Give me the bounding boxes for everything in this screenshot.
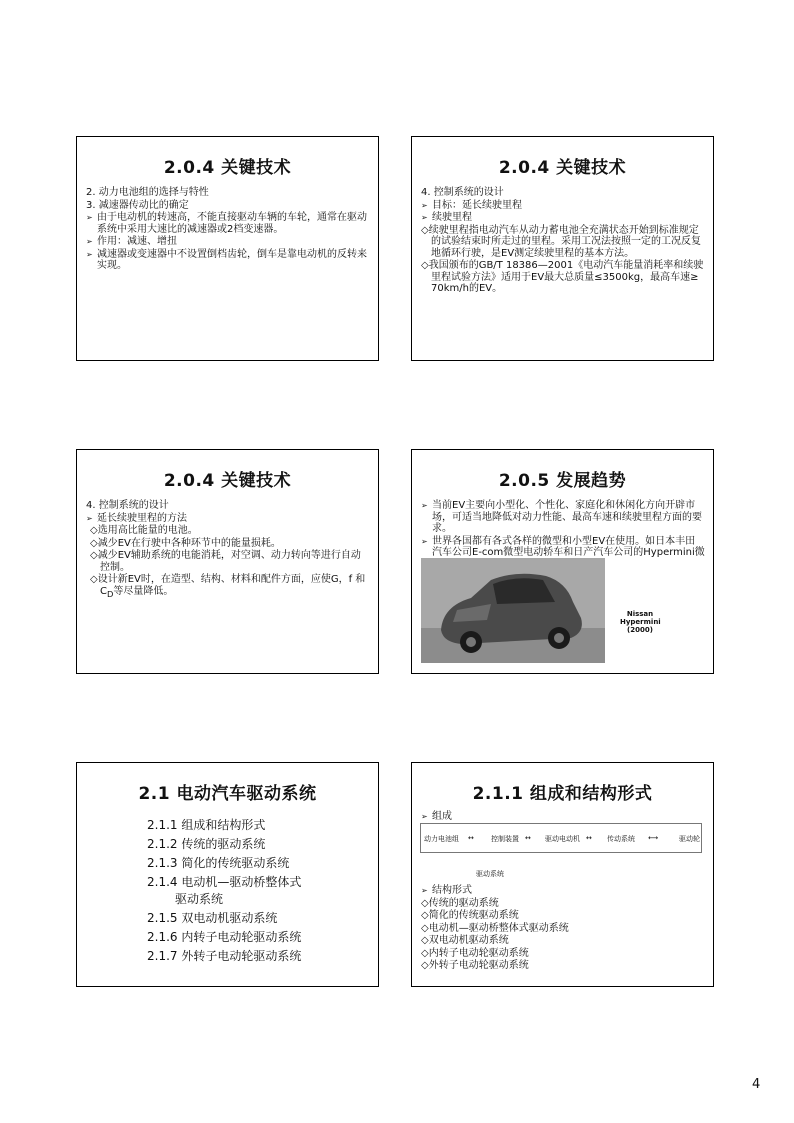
bullet-item	[421, 885, 705, 897]
diamond-item: ◇双电动机驱动系统	[421, 935, 509, 946]
car-photo	[421, 558, 605, 663]
bullet-item	[421, 212, 705, 224]
diamond-item: ◇电动机—驱动桥整体式驱动系统	[421, 922, 569, 934]
flow-node: 驱动轮	[679, 835, 700, 843]
diamond-item: ◇减少EV辅助系统的电能消耗，对空调、动力转向等进行自动控制。	[90, 550, 361, 573]
toc-item: 2.1.3 简化的传统驱动系统	[147, 856, 290, 870]
caption-line: (2000)	[627, 626, 653, 634]
drive-system-diagram	[420, 823, 702, 853]
toc-item: 2.1.7 外转子电动轮驱动系统	[147, 949, 302, 963]
toc-item: 2.1.1 组成和结构形式	[147, 818, 266, 832]
arrow-bullet-icon: ➢	[421, 812, 428, 821]
diamond-item: ◇减少EV在行驶中各种环节中的能量损耗。	[90, 537, 281, 549]
bullet-text: 作用：减速、增扭	[97, 236, 177, 247]
slide-4	[411, 449, 714, 674]
list-item: 4. 控制系统的设计	[421, 187, 504, 198]
slide-title: 2.0.4 关键技术	[163, 158, 292, 178]
diamond-item	[86, 574, 370, 600]
toc-item-continued: 驱动系统	[175, 892, 224, 906]
slide-3	[76, 449, 379, 674]
arrow-bullet-icon: ➢	[421, 213, 428, 222]
diamond-item: ◇传统的驱动系统	[421, 897, 499, 909]
diagram-label: 驱动系统	[476, 870, 504, 878]
bullet-text: 减速器或变速器中不设置倒档齿轮，倒车是靠电动机的反转来实现。	[97, 248, 367, 271]
slide-body	[421, 885, 705, 973]
flow-node: 动力电池组	[424, 835, 459, 843]
slide-5	[76, 762, 379, 987]
flow-node: 传动系统	[607, 835, 635, 843]
arrow-bullet-icon: ➢	[421, 536, 428, 546]
photo-caption	[620, 610, 660, 634]
arrow-icon: ↔	[586, 834, 592, 842]
bullet-item	[86, 212, 370, 235]
toc-item: 2.1.6 内转子电动轮驱动系统	[147, 930, 302, 944]
caption-line: Hypermini	[620, 618, 661, 626]
arrow-icon: ↔	[468, 834, 474, 842]
subscript-d: D	[106, 588, 114, 599]
arrow-icon: ⟷	[648, 834, 659, 842]
bullet-text: 世界各国都有各式各样的微型和小型EV在使用。如日本丰田汽车公司E-com微型电动轿车和日产汽车公司的Hypermini微	[432, 535, 705, 558]
toc-item: 2.1.2 传统的驱动系统	[147, 837, 266, 851]
diamond-item: ◇我国颁布的GB/T 18386—2001《电动汽车能量消耗率和续驶里程试验方法》适用于EV最大总质量≤3500kg，最高车速≥ 70km/h的EV。	[421, 260, 704, 294]
flow-node: 控制装置	[491, 835, 519, 843]
slide-body	[86, 187, 370, 273]
bullet-item	[421, 500, 705, 535]
flow-node: 驱动电动机	[545, 835, 580, 843]
arrow-bullet-icon: ➢	[421, 200, 428, 210]
list-item: 4. 控制系统的设计	[86, 500, 169, 511]
formula-tail: 等尽量降低。	[113, 585, 174, 597]
caption-line: Nissan	[626, 610, 654, 618]
diamond-item: ◇简化的传统驱动系统	[421, 910, 519, 921]
slide-title: 2.1.1 组成和结构形式	[472, 784, 653, 804]
bullet-text: 续驶里程	[432, 212, 472, 223]
diamond-item: ◇内转子电动轮驱动系统	[421, 947, 529, 959]
bullet-text: 延长续驶里程的方法	[97, 512, 187, 524]
toc-item: 2.1.4 电动机—驱动桥整体式	[147, 875, 302, 889]
bullet-item	[86, 249, 370, 272]
toc-item: 2.1.5 双电动机驱动系统	[147, 911, 278, 925]
slide-body	[86, 500, 370, 601]
arrow-icon: ↔	[525, 834, 531, 842]
list-item: 3. 减速器传动比的确定	[86, 199, 189, 211]
arrow-bullet-icon: ➢	[86, 237, 93, 246]
slide-title: 2.1 电动汽车驱动系统	[138, 784, 317, 804]
bullet-text: 组成	[432, 811, 452, 822]
list-item: 2. 动力电池组的选择与特性	[86, 187, 209, 198]
bullet-text: 当前EV主要向小型化、个性化、家庭化和休闲化方向开辟市场，可适当地降低对动力性能、最高车速和续驶里程方面的要求。	[432, 500, 702, 534]
bullet-item	[421, 811, 705, 823]
bullet-text: 结构形式	[432, 885, 472, 896]
bullet-item	[421, 200, 705, 212]
arrow-bullet-icon: ➢	[421, 501, 428, 510]
diamond-item: ◇外转子电动轮驱动系统	[421, 960, 529, 971]
diamond-item: ◇选用高比能量的电池。	[90, 525, 198, 536]
slide-body	[421, 187, 705, 296]
slide-body	[421, 811, 705, 824]
slide-6	[411, 762, 714, 987]
arrow-bullet-icon: ➢	[86, 513, 93, 523]
formula-text: ◇设计新EV时，在造型、结构、材料和配件方面，应使G，f 和 C	[90, 574, 366, 597]
bullet-text: 由于电动机的转速高，不能直接驱动车辆的车轮，通常在驱动系统中采用大速比的减速器或2档变速器。	[97, 212, 367, 235]
slide-1	[76, 136, 379, 361]
bullet-item	[86, 236, 370, 248]
slide-title: 2.0.5 发展趋势	[498, 471, 627, 491]
bullet-item	[86, 513, 370, 525]
table-of-contents	[147, 817, 301, 967]
bullet-text: 目标：延长续驶里程	[432, 199, 522, 211]
page-number: 4	[752, 1077, 761, 1092]
slide-title: 2.0.4 关键技术	[498, 158, 627, 178]
diamond-item: ◇续驶里程指电动汽车从动力蓄电池全充满状态开始到标准规定的试验结束时所走过的里程。采用工况法按照一定的工况反复地循环行驶，是EV测定续驶里程的基本方法。	[421, 224, 701, 259]
slide-2	[411, 136, 714, 361]
arrow-bullet-icon: ➢	[421, 886, 428, 895]
arrow-bullet-icon: ➢	[86, 249, 93, 259]
arrow-bullet-icon: ➢	[86, 213, 93, 222]
slide-title: 2.0.4 关键技术	[163, 471, 292, 491]
